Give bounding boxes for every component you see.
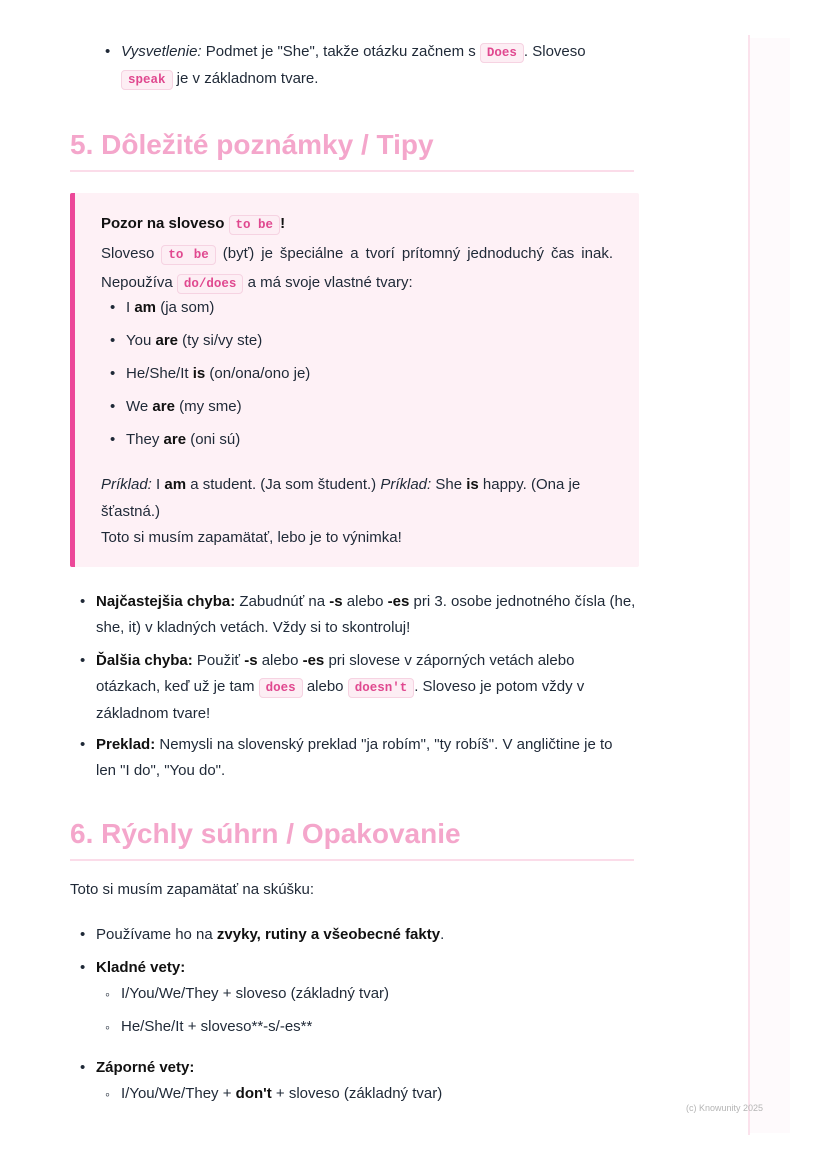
inline-code: Does [480,43,524,63]
text-segment: (ja som) [156,299,215,316]
text-segment: Nemysli na slovenský preklad "ja robím", "ty robíš". V angličtine je to len "I do", "You do". [96,736,613,779]
list-item [96,922,636,948]
text-segment: (my sme) [174,398,242,415]
text-segment: (byť) je špeciálne a tvorí prítomný jednoduchý čas inak. Nepoužíva [101,245,613,291]
text-segment: . Sloveso je potom vždy v základnom tvare! [96,678,585,722]
bold-text: -s [329,593,343,610]
list-item [96,589,636,641]
text-segment: alebo [257,652,303,669]
bold-text: am [134,299,157,316]
text-segment: + sloveso (základný tvar) [271,1085,443,1102]
negative-label [96,1059,194,1076]
text-segment: Zabudnúť na [235,593,330,610]
bold-text: -es [387,593,410,610]
bold-text: -s [244,652,258,669]
inline-code: to be [229,215,281,235]
section-heading: 6. Rýchly súhrn / Opakovanie [70,818,461,849]
circle-bullet-icon [105,1014,110,1041]
text-segment: Použiť [192,652,245,669]
bold-text: is [192,365,206,382]
explanation-text [121,43,586,87]
callout-intro [101,240,613,298]
text-segment: . [440,926,445,943]
list-item [126,299,214,316]
bullet-icon [110,328,115,354]
text-segment: pri 3. osobe jednotného čísla (he, she, it) v kladných vetách. Vždy si to skontroluj! [96,593,636,636]
text-segment: Toto si musím zapamätať na skúšku: [70,881,315,898]
text-segment: Sloveso [101,245,162,262]
bold-text: are [163,431,187,448]
list-item [96,648,636,727]
heading-divider [70,859,634,861]
inline-code: doesn't [348,678,415,698]
text-segment: (oni sú) [186,431,241,448]
bold-text: Preklad: [96,736,156,753]
bold-text: don't [235,1085,272,1102]
bold-text: ! [280,215,286,232]
text-segment: I/You/We/They + [121,1085,236,1102]
italic-text: Príklad: [380,476,432,493]
list-item [126,398,242,415]
forms-list [126,295,606,460]
rule-text [121,1018,312,1035]
text-segment: (on/ona/ono je) [205,365,311,382]
callout-title [101,211,613,238]
callout-example [101,471,613,525]
text-segment: We [126,398,153,415]
copyright-footer: (c) Knowunity 2025 [686,1103,764,1113]
text-segment: I/You/We/They + sloveso (základný tvar) [121,985,390,1002]
sub-list-item [121,1081,621,1107]
text-segment: alebo [302,678,348,695]
bold-text: Kladné vety: [96,959,186,976]
bullet-icon [110,295,115,321]
italic-text: Vysvetlenie: [121,43,202,60]
sub-list-item [121,981,621,1007]
tip-text [96,593,635,636]
bullet-icon [80,732,85,758]
italic-text: Príklad: [101,476,152,493]
page-margin [750,38,790,1133]
bullet-icon [110,427,115,453]
bold-text: Najčastejšia chyba: [96,593,236,610]
bullet-icon [80,648,85,674]
rule-text [121,985,389,1002]
list-item [96,1055,636,1081]
usage-text [96,926,444,943]
bullet-icon [110,361,115,387]
text-segment: She [431,476,467,493]
text-segment: . Sloveso [523,43,586,60]
bold-text: are [152,398,175,415]
margin-line [748,35,750,1135]
bullet-icon [80,955,85,981]
text-segment: He/She/It [126,365,193,382]
inline-code: do/does [177,274,244,294]
bullet-icon [80,922,85,948]
bullet-icon [80,589,85,615]
positive-label [96,959,185,976]
list-item [96,955,636,981]
list-item [121,39,631,93]
text-segment: You [126,332,156,349]
heading-divider [70,170,634,172]
text-segment: alebo [342,593,388,610]
callout-box [70,193,639,567]
list-item [126,431,240,448]
list-item [96,732,636,784]
text-segment: je v základnom tvare. [172,70,319,87]
text-segment: pri slovese v záporných vetách alebo otázkach, keď už je tam [96,652,575,695]
text-segment: He/She/It + sloveso**-s/-es** [121,1018,313,1035]
bold-text: Záporné vety: [96,1059,195,1076]
bold-text: am [164,476,187,493]
text-segment: (ty si/vy ste) [178,332,263,349]
bold-text: Pozor na sloveso [101,215,229,232]
tip-text [96,736,613,779]
circle-bullet-icon [105,981,110,1008]
bold-text: Ďalšia chyba: [96,652,193,669]
inline-code: speak [121,70,173,90]
inline-code: to be [161,245,215,265]
rule-text [121,1085,442,1102]
bold-text: are [155,332,179,349]
text-segment: Podmet je "She", takže otázku začnem s [201,43,480,60]
bullet-icon [105,39,110,65]
list-item [126,365,310,382]
circle-bullet-icon [105,1081,110,1108]
section-heading: 5. Dôležité poznámky / Tipy [70,129,434,160]
text-segment: They [126,431,164,448]
text-segment: I [126,299,135,316]
bold-text: is [466,476,479,493]
callout-note [101,525,613,551]
sub-list-item [121,1014,621,1040]
text-segment: a má svoje vlastné tvary: [243,274,413,291]
bold-text: -es [302,652,325,669]
text-segment: Toto si musím zapamätať, lebo je to výnimka! [101,529,402,546]
bold-text: zvyky, rutiny a všeobecné fakty [216,926,441,943]
text-segment: happy. (Ona je šťastná.) [101,476,581,520]
summary-intro [70,877,314,903]
text-segment: a student. (Ja som študent.) [186,476,381,493]
list-item [126,332,262,349]
text-segment: Používame ho na [96,926,217,943]
inline-code: does [259,678,303,698]
bullet-icon [80,1055,85,1081]
text-segment: I [151,476,165,493]
bullet-icon [110,394,115,420]
tip-text [96,652,584,722]
